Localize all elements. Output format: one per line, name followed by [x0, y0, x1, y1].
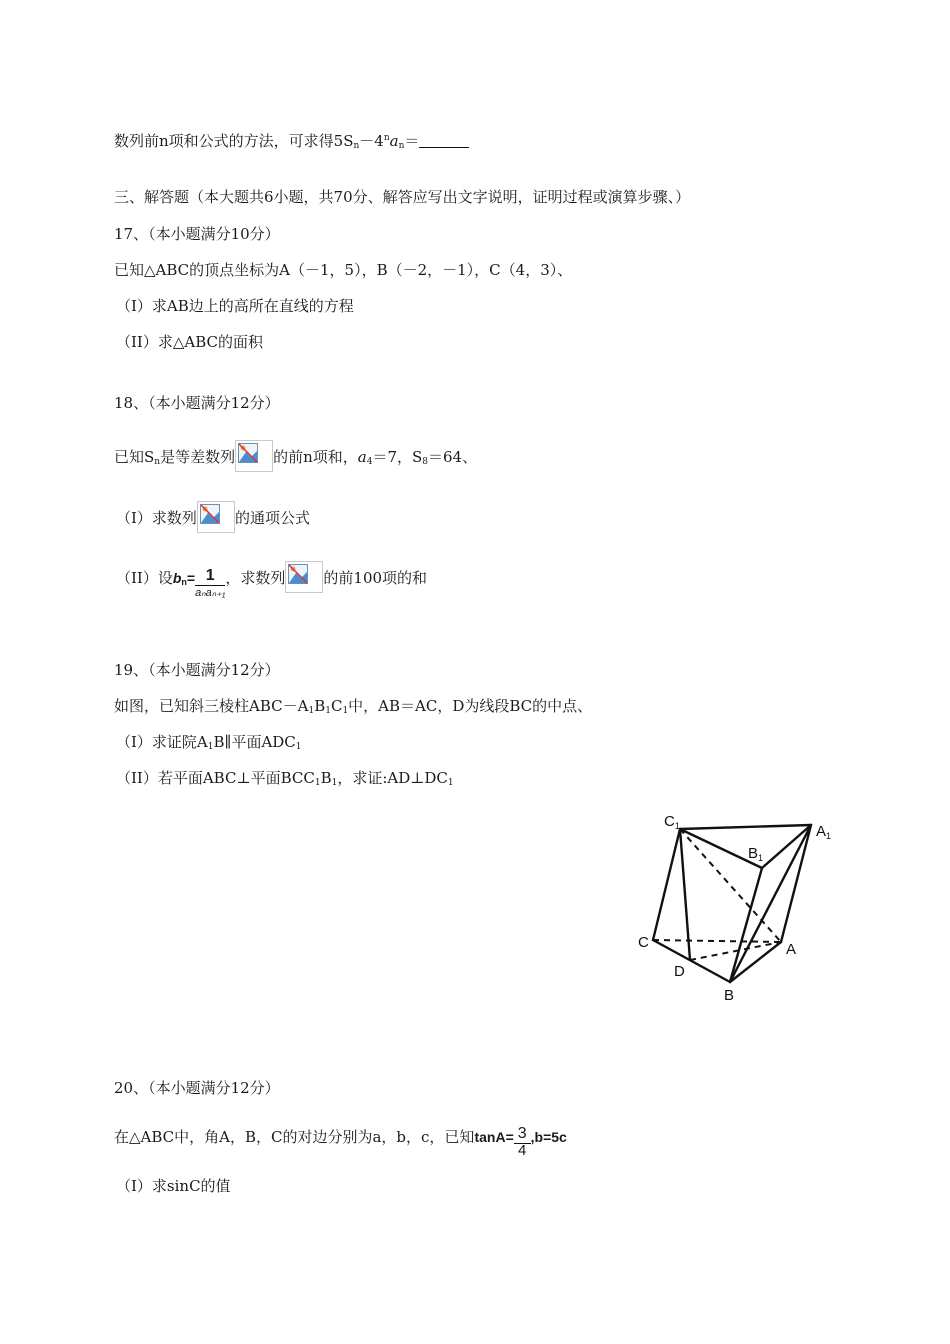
- edge-c-b: [653, 940, 730, 982]
- label-d: D: [674, 963, 685, 980]
- q19-part2: （II）若平面ABC⊥平面$BCC_1B_1$，求证$:AD\perp DC_1$: [116, 769, 454, 788]
- broken-image-icon: [235, 440, 273, 472]
- continuation-line: 数列前n项和公式的方法，可求得$5S_n-4^na_n=$: [114, 128, 469, 156]
- label-b1: $B_1$: [748, 845, 764, 863]
- q18-part1: （I）求数列 的通项公式: [116, 501, 310, 533]
- q19-title: 19、（本小题满分12分）: [114, 661, 280, 679]
- hidden-segment-d-a: [690, 942, 781, 960]
- edge-a1-a: [781, 825, 811, 942]
- broken-image-icon: [197, 501, 235, 533]
- label-c1: $C_1$: [664, 813, 680, 831]
- edge-c1-c: [653, 829, 680, 940]
- q19-part1: （I）求证院$A_1B\parallel$平面$ADC_1$: [116, 733, 302, 752]
- edge-b1-a1: [762, 825, 811, 868]
- q18-stem: 已知$S_n$是等差数列 的前n项和，$a_4=7$，$S_8=64$、: [114, 440, 477, 472]
- q17-title: 17、（本小题满分10分）: [114, 225, 280, 243]
- segment-a1-b: [730, 825, 811, 982]
- q17-part2: （II）求△ABC的面积: [116, 333, 263, 351]
- label-a: A: [786, 941, 797, 958]
- q18-title: 18、（本小题满分12分）: [114, 394, 280, 412]
- q19-stem: 如图，已知斜三棱柱$ABC-A_1B_1C_1$中，AB＝AC，D为线段BC的中点、: [114, 697, 593, 716]
- q20-title: 20、（本小题满分12分）: [114, 1079, 280, 1097]
- fraction: $\frac{3}{4}$: [514, 1126, 531, 1158]
- broken-image-icon: [285, 561, 323, 593]
- q20-stem: 在△ABC中，角A，B，C的对边分别为a，b，c，已知tanA= $\frac{3}{4}$ ,b=5c: [114, 1125, 567, 1159]
- edge-b1-b: [730, 868, 762, 982]
- fraction: $\frac{1}{\text{aₙaₙ₊₁}}$: [195, 567, 226, 599]
- q17-part1: （I）求AB边上的高所在直线的方程: [116, 297, 354, 315]
- q20-part1: （I）求sinC的值: [116, 1177, 231, 1195]
- label-b: B: [724, 987, 735, 1004]
- hidden-edge-c-a: [653, 940, 781, 942]
- section-header: 三、解答题（本大题共6小题，共70分、解答应写出文字说明，证明过程或演算步骤、）: [114, 188, 691, 206]
- q18-part2: （II）设$b_n=$ $\frac{1}{\text{aₙaₙ₊₁}}$ ，求数列 的前100项的和: [116, 561, 427, 600]
- q17-stem: 已知△ABC的顶点坐标为A（－1，5），B（－2，－1），C（4，3）、: [114, 261, 573, 279]
- label-a1: $A_1$: [816, 823, 832, 841]
- edge-c1-a1: [680, 825, 811, 829]
- label-c: C: [638, 934, 649, 951]
- hidden-segment-c1-a: [680, 829, 781, 942]
- prism-figure: [630, 810, 845, 1010]
- answer-blank: [419, 133, 469, 148]
